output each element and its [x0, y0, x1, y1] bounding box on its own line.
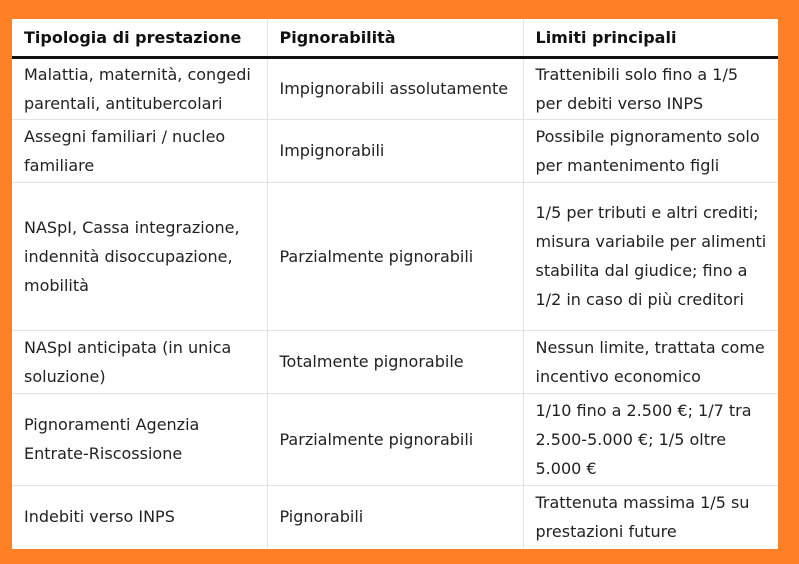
- cell-limiti: Nessun limite, trattata come incentivo economico: [523, 330, 778, 393]
- header-pignorabilita: Pignorabilità: [267, 19, 523, 57]
- cell-limiti: Possibile pignoramento solo per mantenimento figli: [523, 119, 778, 182]
- cell-tipologia: Assegni familiari / nucleo familiare: [12, 119, 267, 182]
- table-row: [12, 485, 778, 548]
- cell-pignorabilita: Parzialmente pignorabili: [267, 393, 523, 485]
- cell-pignorabilita: Pignorabili: [267, 485, 523, 548]
- table-row: [12, 119, 778, 182]
- cell-tipologia: Malattia, maternità, congedi parentali, antitubercolari: [12, 57, 267, 119]
- cell-tipologia: Pignoramenti Agenzia Entrate-Riscossione: [12, 393, 267, 485]
- cell-pignorabilita: Totalmente pignorabile: [267, 330, 523, 393]
- table-header-row: [12, 19, 778, 57]
- cell-tipologia: NASpI, Cassa integrazione, indennità disoccupazione, mobilità: [12, 182, 267, 330]
- header-tipologia: Tipologia di prestazione: [12, 19, 267, 57]
- cell-pignorabilita: Impignorabili: [267, 119, 523, 182]
- table-row: [12, 57, 778, 119]
- cell-limiti: 1/10 fino a 2.500 €; 1/7 tra 2.500-5.000 €; 1/5 oltre 5.000 €: [523, 393, 778, 485]
- table-row: [12, 330, 778, 393]
- cell-limiti: 1/5 per tributi e altri crediti; misura variabile per alimenti stabilita dal giudice; fino a 1/2 in caso di più creditori: [523, 182, 778, 330]
- table-row: [12, 182, 778, 330]
- cell-tipologia: NASpI anticipata (in unica soluzione): [12, 330, 267, 393]
- pignorabilita-table: [12, 19, 778, 548]
- cell-pignorabilita: Parzialmente pignorabili: [267, 182, 523, 330]
- cell-tipologia: Indebiti verso INPS: [24, 507, 175, 527]
- cell-pignorabilita: Impignorabili assolutamente: [267, 57, 523, 119]
- cell-limiti: Trattenibili solo fino a 1/5 per debiti verso INPS: [523, 57, 778, 119]
- cell-limiti: Trattenuta massima 1/5 su prestazioni future: [523, 485, 778, 548]
- table-frame: [12, 19, 778, 549]
- header-limiti: Limiti principali: [523, 19, 778, 57]
- table-row: [12, 393, 778, 485]
